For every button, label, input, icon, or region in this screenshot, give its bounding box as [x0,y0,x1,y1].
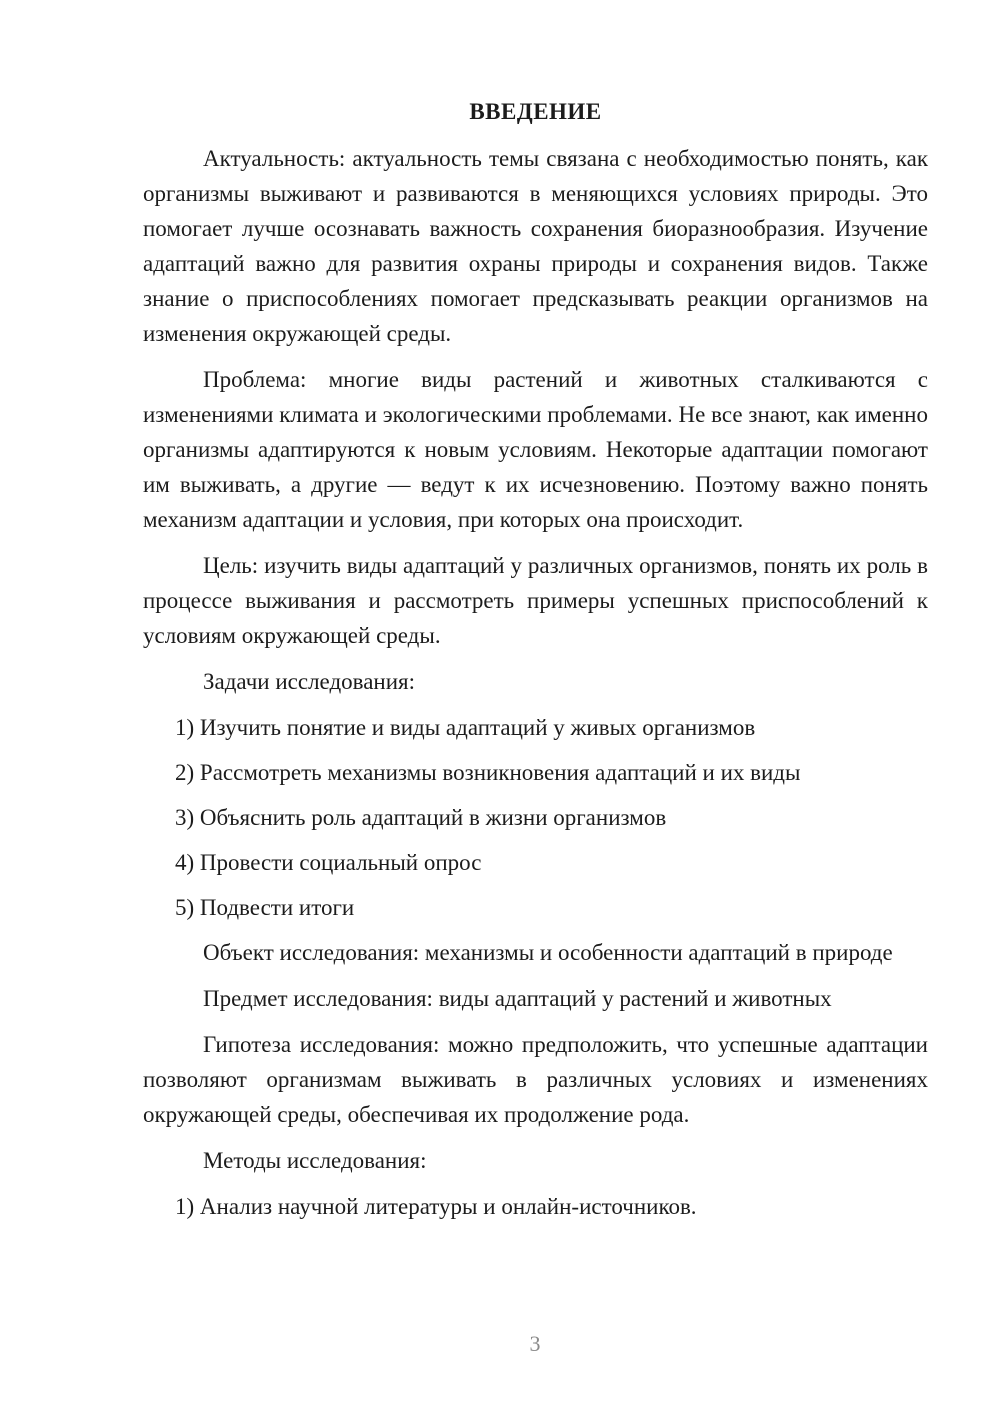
tasks-heading: Задачи исследования: [203,669,416,694]
goal-paragraph: Цель: изучить виды адаптаций у различных организмов, понять их роль в процессе выживания и рассмотреть примеры успешных приспособлений к условиям окружающей среды. [143,553,928,648]
method-item: 1) Анализ научной литературы и онлайн-источников. [175,1194,697,1219]
relevance-paragraph: Актуальность: актуальность темы связана с необходимостью понять, как организмы выживают и развиваются в меняющихся условиях природы. Это помогает лучше осознавать важность сохранения биоразнообразия. Изучение адаптаций важно для развития охраны природы и сохранения видов. Также знание о приспособлениях помогает предсказывать реакции организмов на изменения окружающей среды. [143,146,928,346]
tasks-list [143,710,928,925]
task-item: 4) Провести социальный опрос [175,850,482,875]
methods-heading: Методы исследования: [203,1148,427,1173]
task-item: 2) Рассмотреть механизмы возникновения адаптаций и их виды [175,760,801,785]
problem-paragraph: Проблема: многие виды растений и животных сталкиваются с изменениями климата и экологическими проблемами. Не все знают, как именно организмы адаптируются к новым условиям. Некоторые адаптации помогают им выживать, а другие — ведут к их исчезновению. Поэтому важно понять механизм адаптации и условия, при которых она происходит. [143,367,928,532]
hypothesis-paragraph: Гипотеза исследования: можно предположить, что успешные адаптации позволяют организмам выживать в различных условиях и изменениях окружающей среды, обеспечивая их продолжение рода. [143,1032,928,1127]
section-heading: ВВЕДЕНИЕ [469,99,602,124]
task-item: 5) Подвести итоги [175,895,355,920]
task-item: 1) Изучить понятие и виды адаптаций у живых организмов [175,715,756,740]
object-paragraph: Объект исследования: механизмы и особенности адаптаций в природе [203,940,893,965]
methods-list [143,1189,928,1224]
subject-paragraph: Предмет исследования: виды адаптаций у растений и животных [203,986,832,1011]
page-number: 3 [529,1331,541,1356]
task-item: 3) Объяснить роль адаптаций в жизни организмов [175,805,667,830]
page-content [143,94,928,1234]
